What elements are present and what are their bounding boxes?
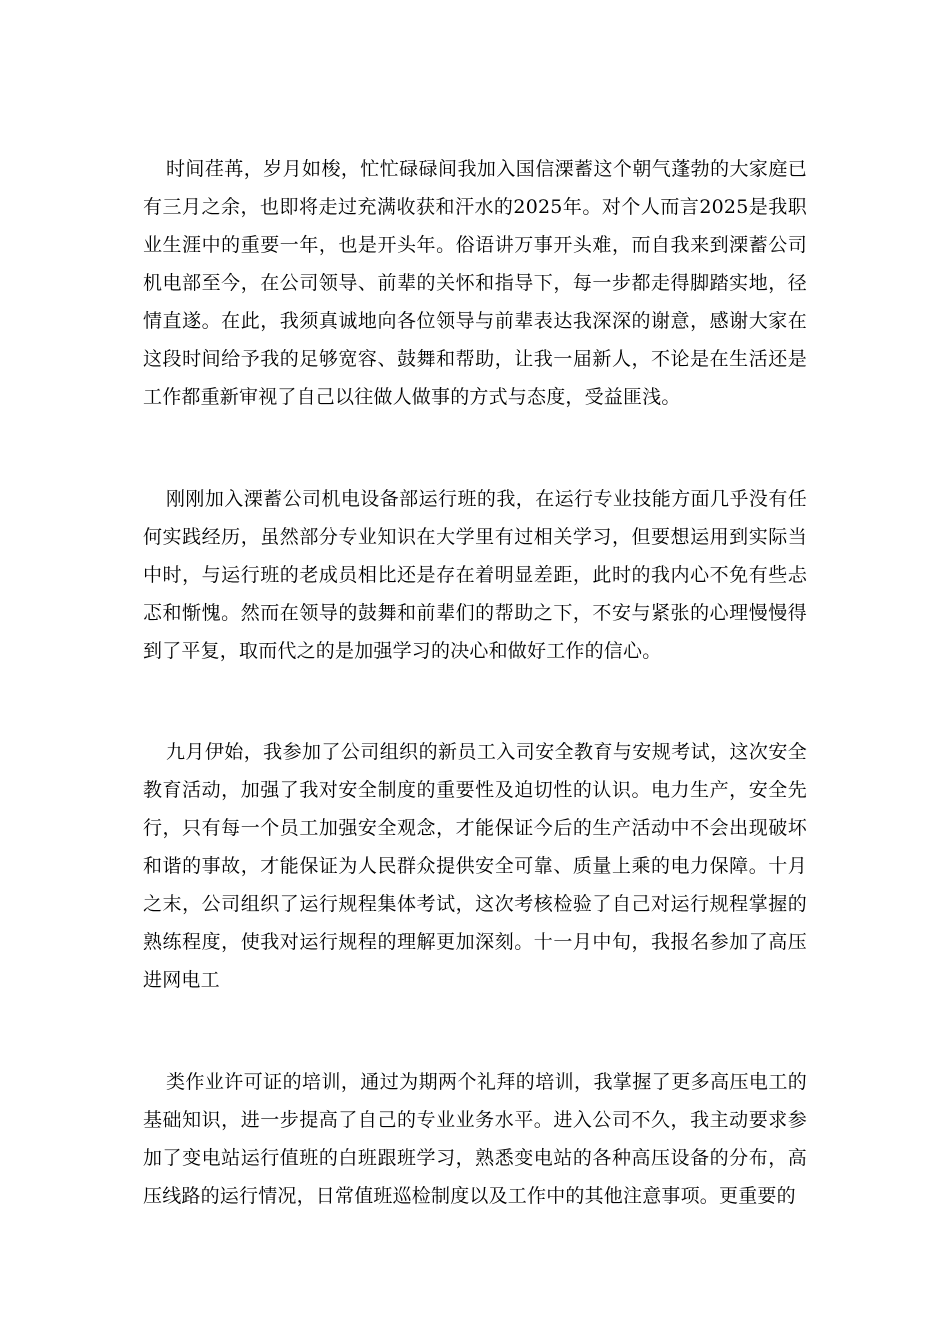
paragraph-3: 九月伊始，我参加了公司组织的新员工入司安全教育与安规考试，这次安全教育活动，加强了我对安全制度的重要性及迫切性的认识。电力生产，安全先行，只有每一个员工加强安全观念，才能保证今后的生产活动中不会出现破坏和谐的事故，才能保证为人民群众提供安全可靠、质量上乘的电力保障。十月之末，公司组织了运行规程集体考试，这次考核检验了自己对运行规程掌握的熟练程度，使我对运行规程的理解更加深刻。十一月中旬，我报名参加了高压进网电工 [143,741,807,991]
paragraph-4: 类作业许可证的培训，通过为期两个礼拜的培训，我掌握了更多高压电工的基础知识，进一步提高了自己的专业业务水平。进入公司不久，我主动要求参加了变电站运行值班的白班跟班学习，熟悉变电站的各种高压设备的分布，高压线路的运行情况，日常值班巡检制度以及工作中的其他注意事项。更重要的 [143,1071,807,1207]
paragraph-1: 时间荏苒，岁月如梭，忙忙碌碌间我加入国信溧蓄这个朝气蓬勃的大家庭已有三月之余，也即将走过充满收获和汗水的2025年。对个人而言2025是我职业生涯中的重要一年，也是开头年。俗语讲万事开头难，而自我来到溧蓄公司机电部至今，在公司领导、前辈的关怀和指导下，每一步都走得脚踏实地，径情直遂。在此，我须真诚地向各位领导与前辈表达我深深的谢意，感谢大家在这段时间给予我的足够宽容、鼓舞和帮助，让我一届新人，不论是在生活还是工作都重新审视了自己以往做人做事的方式与态度，受益匪浅。 [143,158,807,408]
paragraph-2: 刚刚加入溧蓄公司机电设备部运行班的我，在运行专业技能方面几乎没有任何实践经历，虽然部分专业知识在大学里有过相关学习，但要想运用到实际当中时，与运行班的老成员相比还是存在着明显差距，此时的我内心不免有些忐忑和惭愧。然而在领导的鼓舞和前辈们的帮助之下，不安与紧张的心理慢慢得到了平复，取而代之的是加强学习的决心和做好工作的信心。 [143,488,807,662]
